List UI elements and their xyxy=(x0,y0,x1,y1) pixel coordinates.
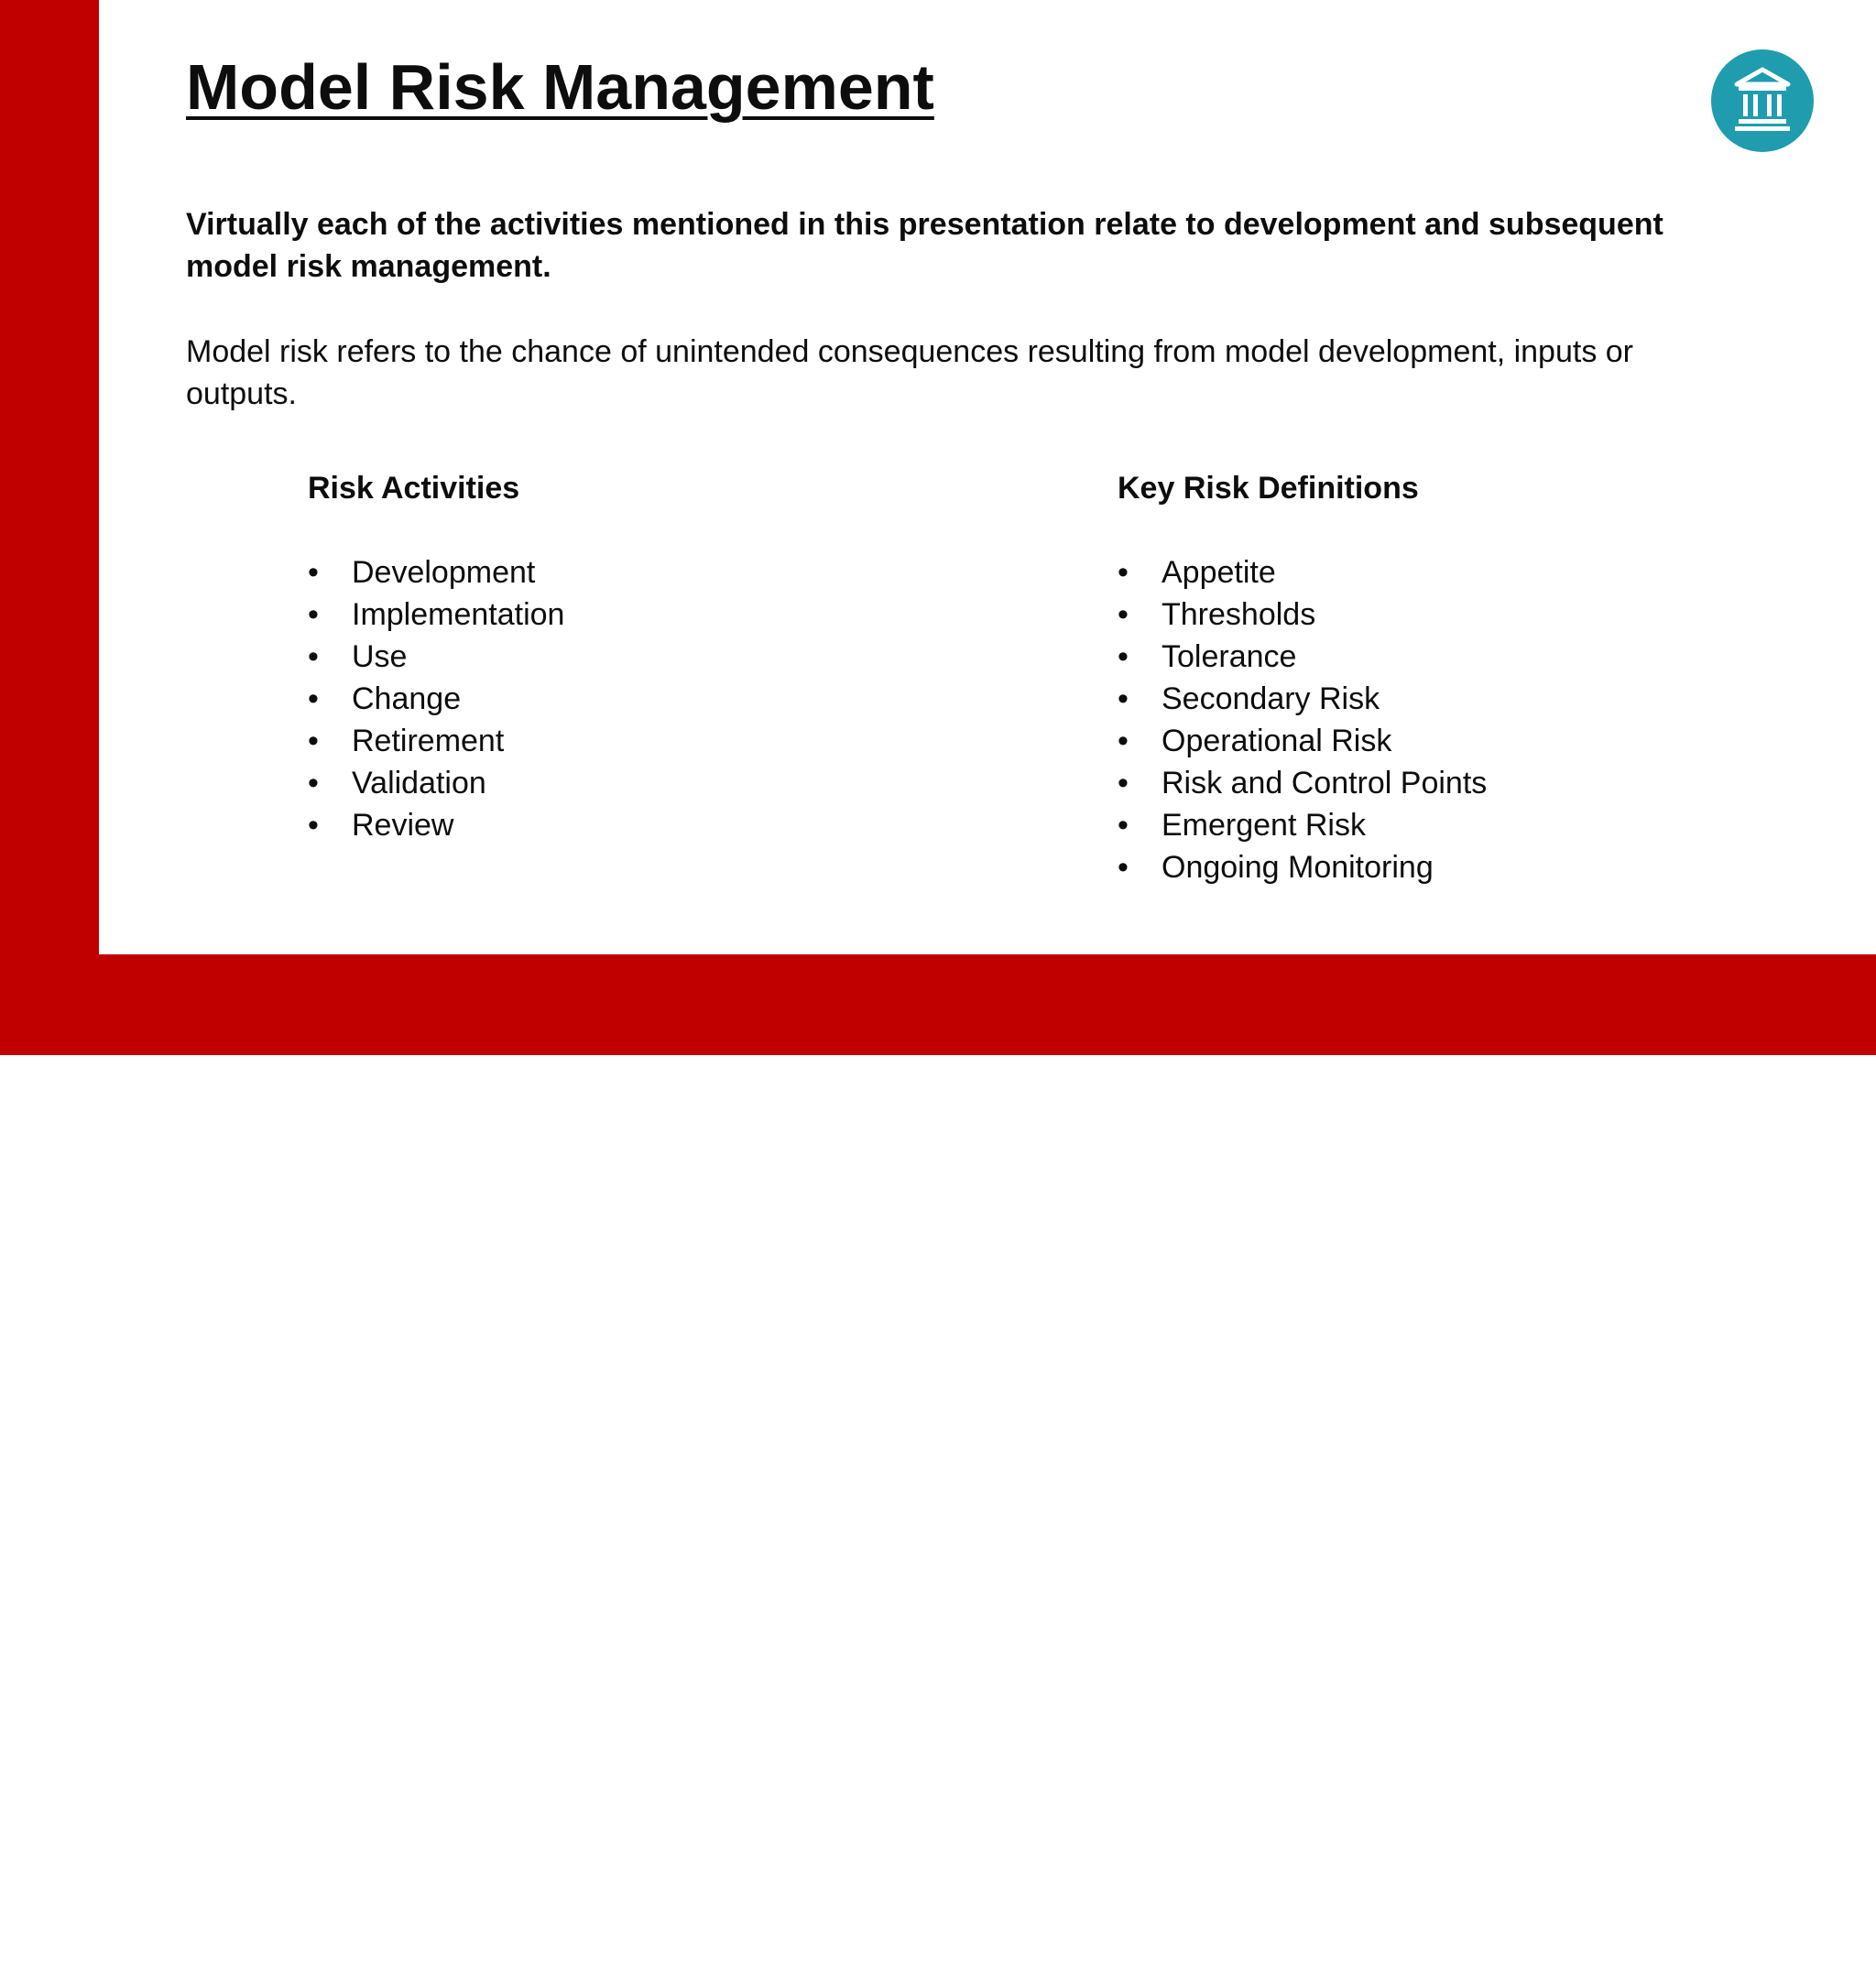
risk-activities-heading: Risk Activities xyxy=(308,471,520,506)
list-item xyxy=(1118,846,1759,888)
list-item-label: Retirement xyxy=(352,724,505,758)
bullet-icon: • xyxy=(1118,850,1129,885)
bank-building-icon xyxy=(1711,49,1814,152)
list-item xyxy=(308,804,949,846)
risk-activities-list xyxy=(308,551,949,846)
bullet-icon: • xyxy=(308,681,319,716)
list-item-label: Appetite xyxy=(1162,555,1276,590)
list-item xyxy=(308,762,949,804)
bullet-icon: • xyxy=(308,808,319,843)
list-item xyxy=(308,720,949,762)
bullet-icon: • xyxy=(308,766,319,800)
model-risk-definition: Model risk refers to the chance of unintended consequences resulting from model development, inputs or outputs. xyxy=(186,334,1634,411)
list-item xyxy=(1118,636,1759,678)
list-item xyxy=(308,678,949,720)
list-item-label: Thresholds xyxy=(1162,597,1316,632)
bullet-icon: • xyxy=(1118,808,1129,843)
list-item xyxy=(1118,594,1759,636)
bullet-icon: • xyxy=(1118,681,1129,716)
bullet-icon: • xyxy=(1118,766,1129,800)
slide-title: Model Risk Management xyxy=(186,51,934,123)
list-item-label: Tolerance xyxy=(1162,639,1297,674)
list-item-label: Risk and Control Points xyxy=(1162,766,1488,800)
list-item xyxy=(308,594,949,636)
bullet-icon: • xyxy=(1118,555,1129,590)
list-item-label: Operational Risk xyxy=(1162,724,1392,758)
list-item-label: Secondary Risk xyxy=(1162,681,1380,716)
intro-bold-statement: Virtually each of the activities mentioned in this presentation relate to development and subsequent model risk management. xyxy=(186,207,1663,284)
bullet-icon: • xyxy=(1118,639,1129,674)
list-item-label: Ongoing Monitoring xyxy=(1162,850,1434,885)
list-item xyxy=(1118,551,1759,594)
list-item xyxy=(1118,678,1759,720)
list-item-label: Development xyxy=(352,555,536,590)
key-risk-definitions-column xyxy=(1118,467,1759,888)
bullet-icon: • xyxy=(1118,597,1129,632)
list-item xyxy=(1118,720,1759,762)
key-risk-definitions-list xyxy=(1118,551,1759,888)
list-item-label: Implementation xyxy=(352,597,565,632)
bullet-icon: • xyxy=(308,724,319,758)
list-item xyxy=(1118,762,1759,804)
list-item xyxy=(1118,804,1759,846)
list-item-label: Change xyxy=(352,681,462,716)
left-accent-bar xyxy=(0,0,99,954)
bullet-icon: • xyxy=(308,597,319,632)
list-item-label: Use xyxy=(352,639,408,674)
bullet-icon: • xyxy=(308,555,319,590)
bullet-icon: • xyxy=(1118,724,1129,758)
presenter-name: Rob Trippe, MBA xyxy=(1580,1941,1832,1978)
list-item xyxy=(308,636,949,678)
list-item-label: Validation xyxy=(352,766,486,800)
risk-activities-column xyxy=(308,467,949,846)
key-risk-definitions-heading: Key Risk Definitions xyxy=(1118,471,1419,506)
bullet-icon: • xyxy=(308,639,319,674)
list-item-label: Review xyxy=(352,808,454,843)
list-item-label: Emergent Risk xyxy=(1162,808,1366,843)
footer-bar xyxy=(0,954,1876,1978)
list-item xyxy=(308,551,949,594)
